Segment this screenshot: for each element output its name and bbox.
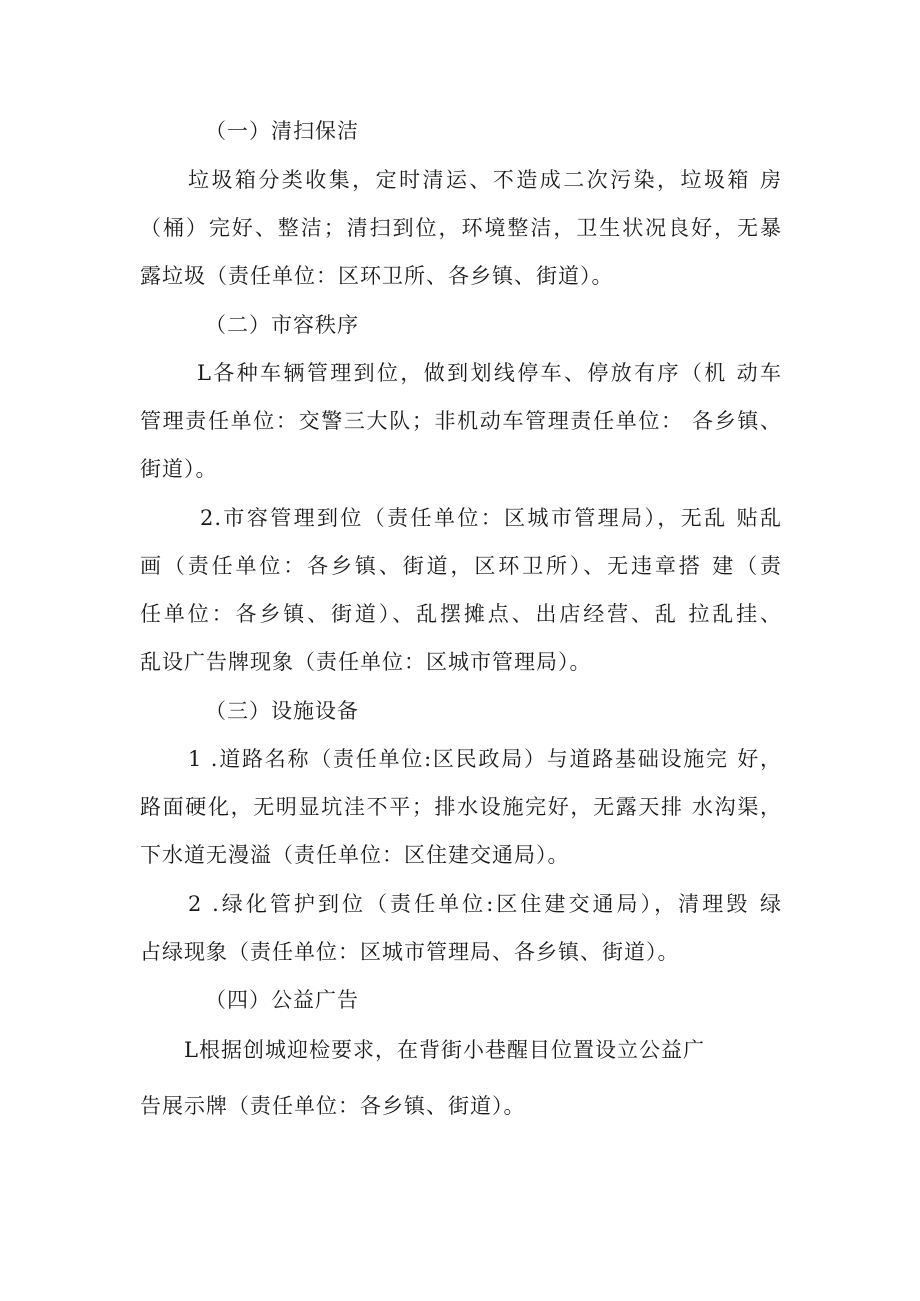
paragraph-line: 2.市容管理到位（责任单位：区城市管理局），无乱 贴乱 bbox=[200, 506, 782, 530]
section-heading-2: （二）市容秩序 bbox=[205, 313, 359, 337]
paragraph-line: 2 .绿化管护到位（责任单位:区住建交通局），清理毁 绿 bbox=[188, 892, 782, 916]
paragraph-line: 告展示牌（责任单位：各乡镇、街道）。 bbox=[140, 1094, 526, 1118]
paragraph-line: 垃圾箱分类收集，定时清运、不造成二次污染，垃圾箱 房 bbox=[188, 168, 782, 192]
section-heading-1: （一）清扫保洁 bbox=[205, 119, 359, 143]
paragraph-line: 任单位：各乡镇、街道）、乱摆摊点、出店经营、乱 拉乱挂、 bbox=[140, 602, 782, 626]
paragraph-line: 下水道无漫溢（责任单位：区住建交通局）。 bbox=[140, 843, 570, 867]
paragraph-line: L各种车辆管理到位，做到划线停车、停放有序（机 动车 bbox=[197, 361, 782, 385]
paragraph-line: 管理责任单位：交警三大队；非机动车管理责任单位： 各乡镇、 bbox=[140, 409, 782, 433]
paragraph-line: 占绿现象（责任单位：区城市管理局、各乡镇、街道）。 bbox=[140, 940, 680, 964]
paragraph-line: 画（责任单位：各乡镇、街道，区环卫所）、无违章搭 建（责 bbox=[140, 554, 782, 578]
section-heading-4: （四）公益广告 bbox=[205, 988, 359, 1012]
paragraph-line: L根据创城迎检要求，在背街小巷醒目位置设立公益广 bbox=[184, 1038, 705, 1062]
paragraph-line: 露垃圾（责任单位：区环卫所、各乡镇、街道）。 bbox=[140, 264, 614, 288]
paragraph-line: 1 .道路名称（责任单位:区民政局）与道路基础设施完 好， bbox=[188, 747, 782, 771]
section-heading-3: （三）设施设备 bbox=[205, 699, 359, 723]
paragraph-line: （桶）完好、整洁；清扫到位，环境整洁，卫生状况良好，无暴 bbox=[140, 216, 782, 240]
paragraph-line: 街道）。 bbox=[140, 457, 218, 481]
paragraph-line: 乱设广告牌现象（责任单位：区城市管理局）。 bbox=[140, 650, 592, 674]
paragraph-line: 路面硬化，无明显坑洼不平；排水设施完好，无露天排 水沟渠， bbox=[140, 795, 782, 819]
